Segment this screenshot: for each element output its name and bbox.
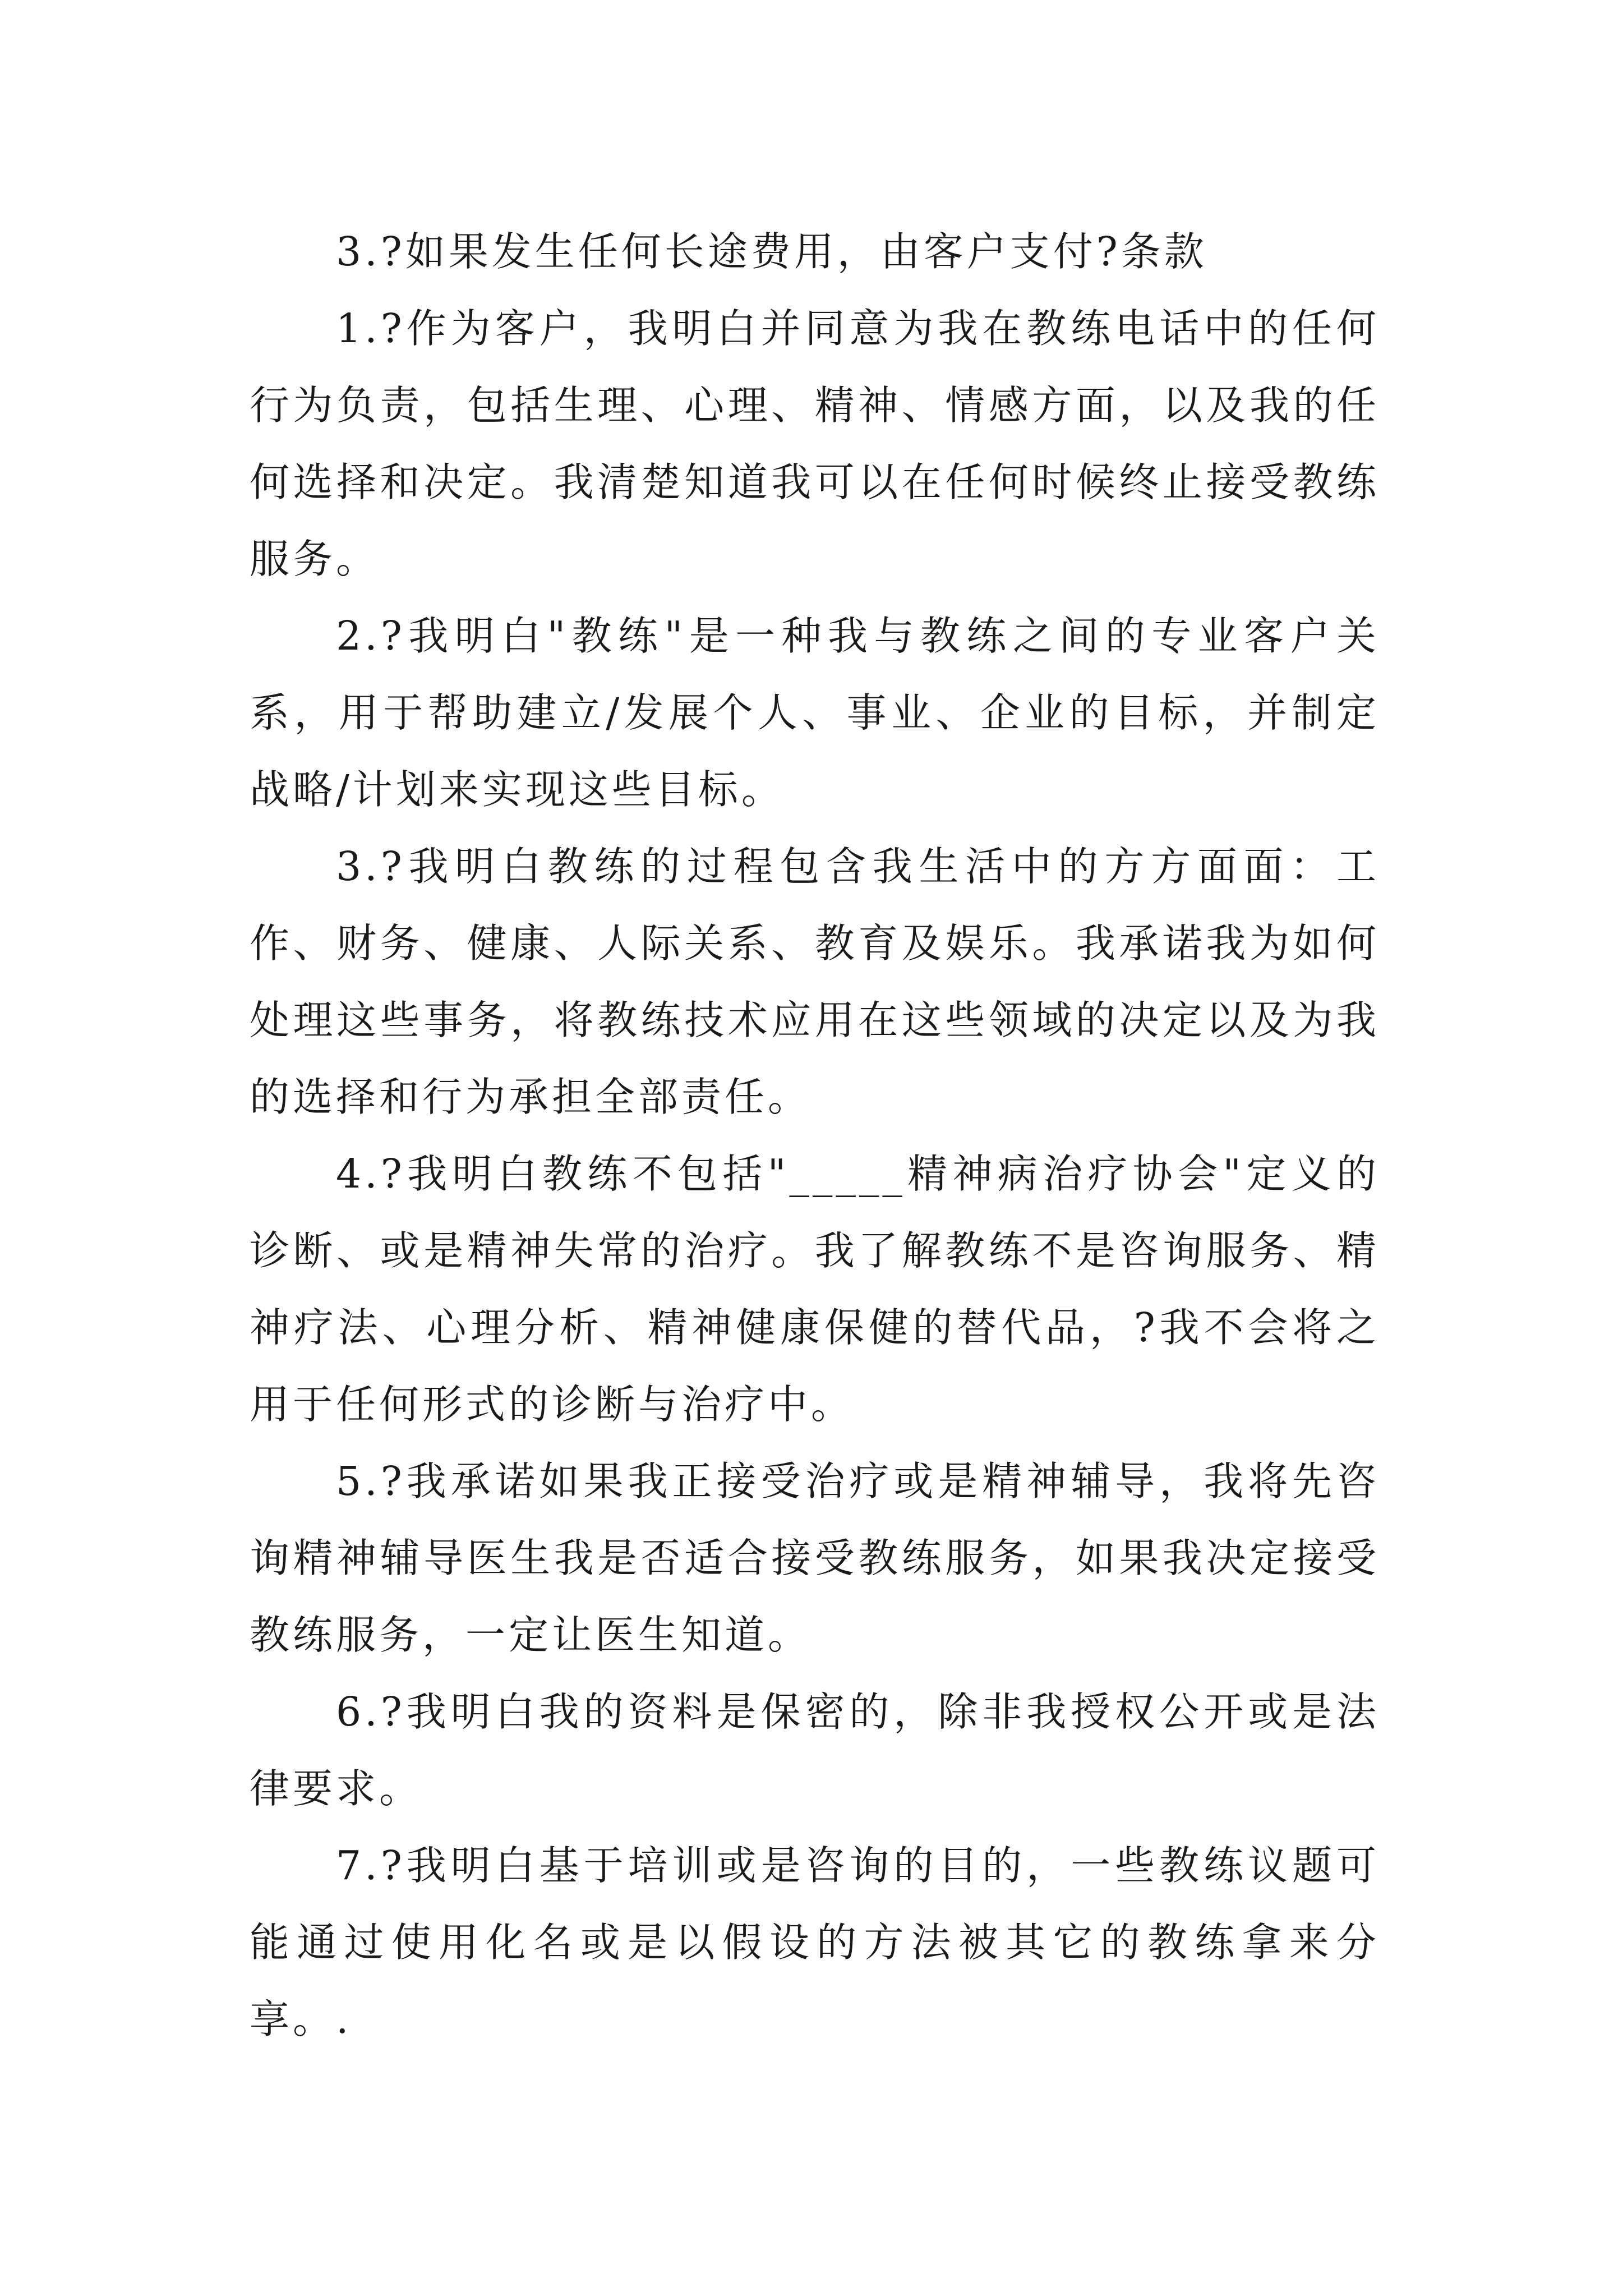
paragraph-clause-5: 5.?我承诺如果我正接受治疗或是精神辅导，我将先咨询精神辅导医生我是否适合接受教练服务，如果我决定接受教练服务，一定让医生知道。 <box>250 1458 1380 1658</box>
paragraph-long-distance-fee: 3.?如果发生任何长途费用，由客户支付?条款 <box>336 228 1207 275</box>
paragraph-clause-6: 6.?我明白我的资料是保密的，除非我授权公开或是法律要求。 <box>250 1688 1380 1812</box>
paragraph-clause-3: 3.?我明白教练的过程包含我生活中的方方面面：工作、财务、健康、人际关系、教育及娱乐。我承诺我为如何处理这些事务，将教练技术应用在这些领域的决定以及为我的选择和行为承担全部责任。 <box>250 843 1380 1120</box>
paragraph-clause-1: 1.?作为客户，我明白并同意为我在教练电话中的任何行为负责，包括生理、心理、精神、情感方面，以及我的任何选择和决定。我清楚知道我可以在任何时候终止接受教练服务。 <box>250 305 1380 582</box>
paragraph-clause-7: 7.?我明白基于培训或是咨询的目的，一些教练议题可能通过使用化名或是以假设的方法被其它的教练拿来分享。. <box>250 1842 1380 2042</box>
document-body <box>250 213 1380 2058</box>
paragraph-clause-4: 4.?我明白教练不包括"_____精神病治疗协会"定义的诊断、或是精神失常的治疗。我了解教练不是咨询服务、精神疗法、心理分析、精神健康保健的替代品，?我不会将之用于任何形式的诊断与治疗中。 <box>250 1151 1380 1428</box>
paragraph-clause-2: 2.?我明白"教练"是一种我与教练之间的专业客户关系，用于帮助建立/发展个人、事业、企业的目标，并制定战略/计划来实现这些目标。 <box>250 613 1380 813</box>
